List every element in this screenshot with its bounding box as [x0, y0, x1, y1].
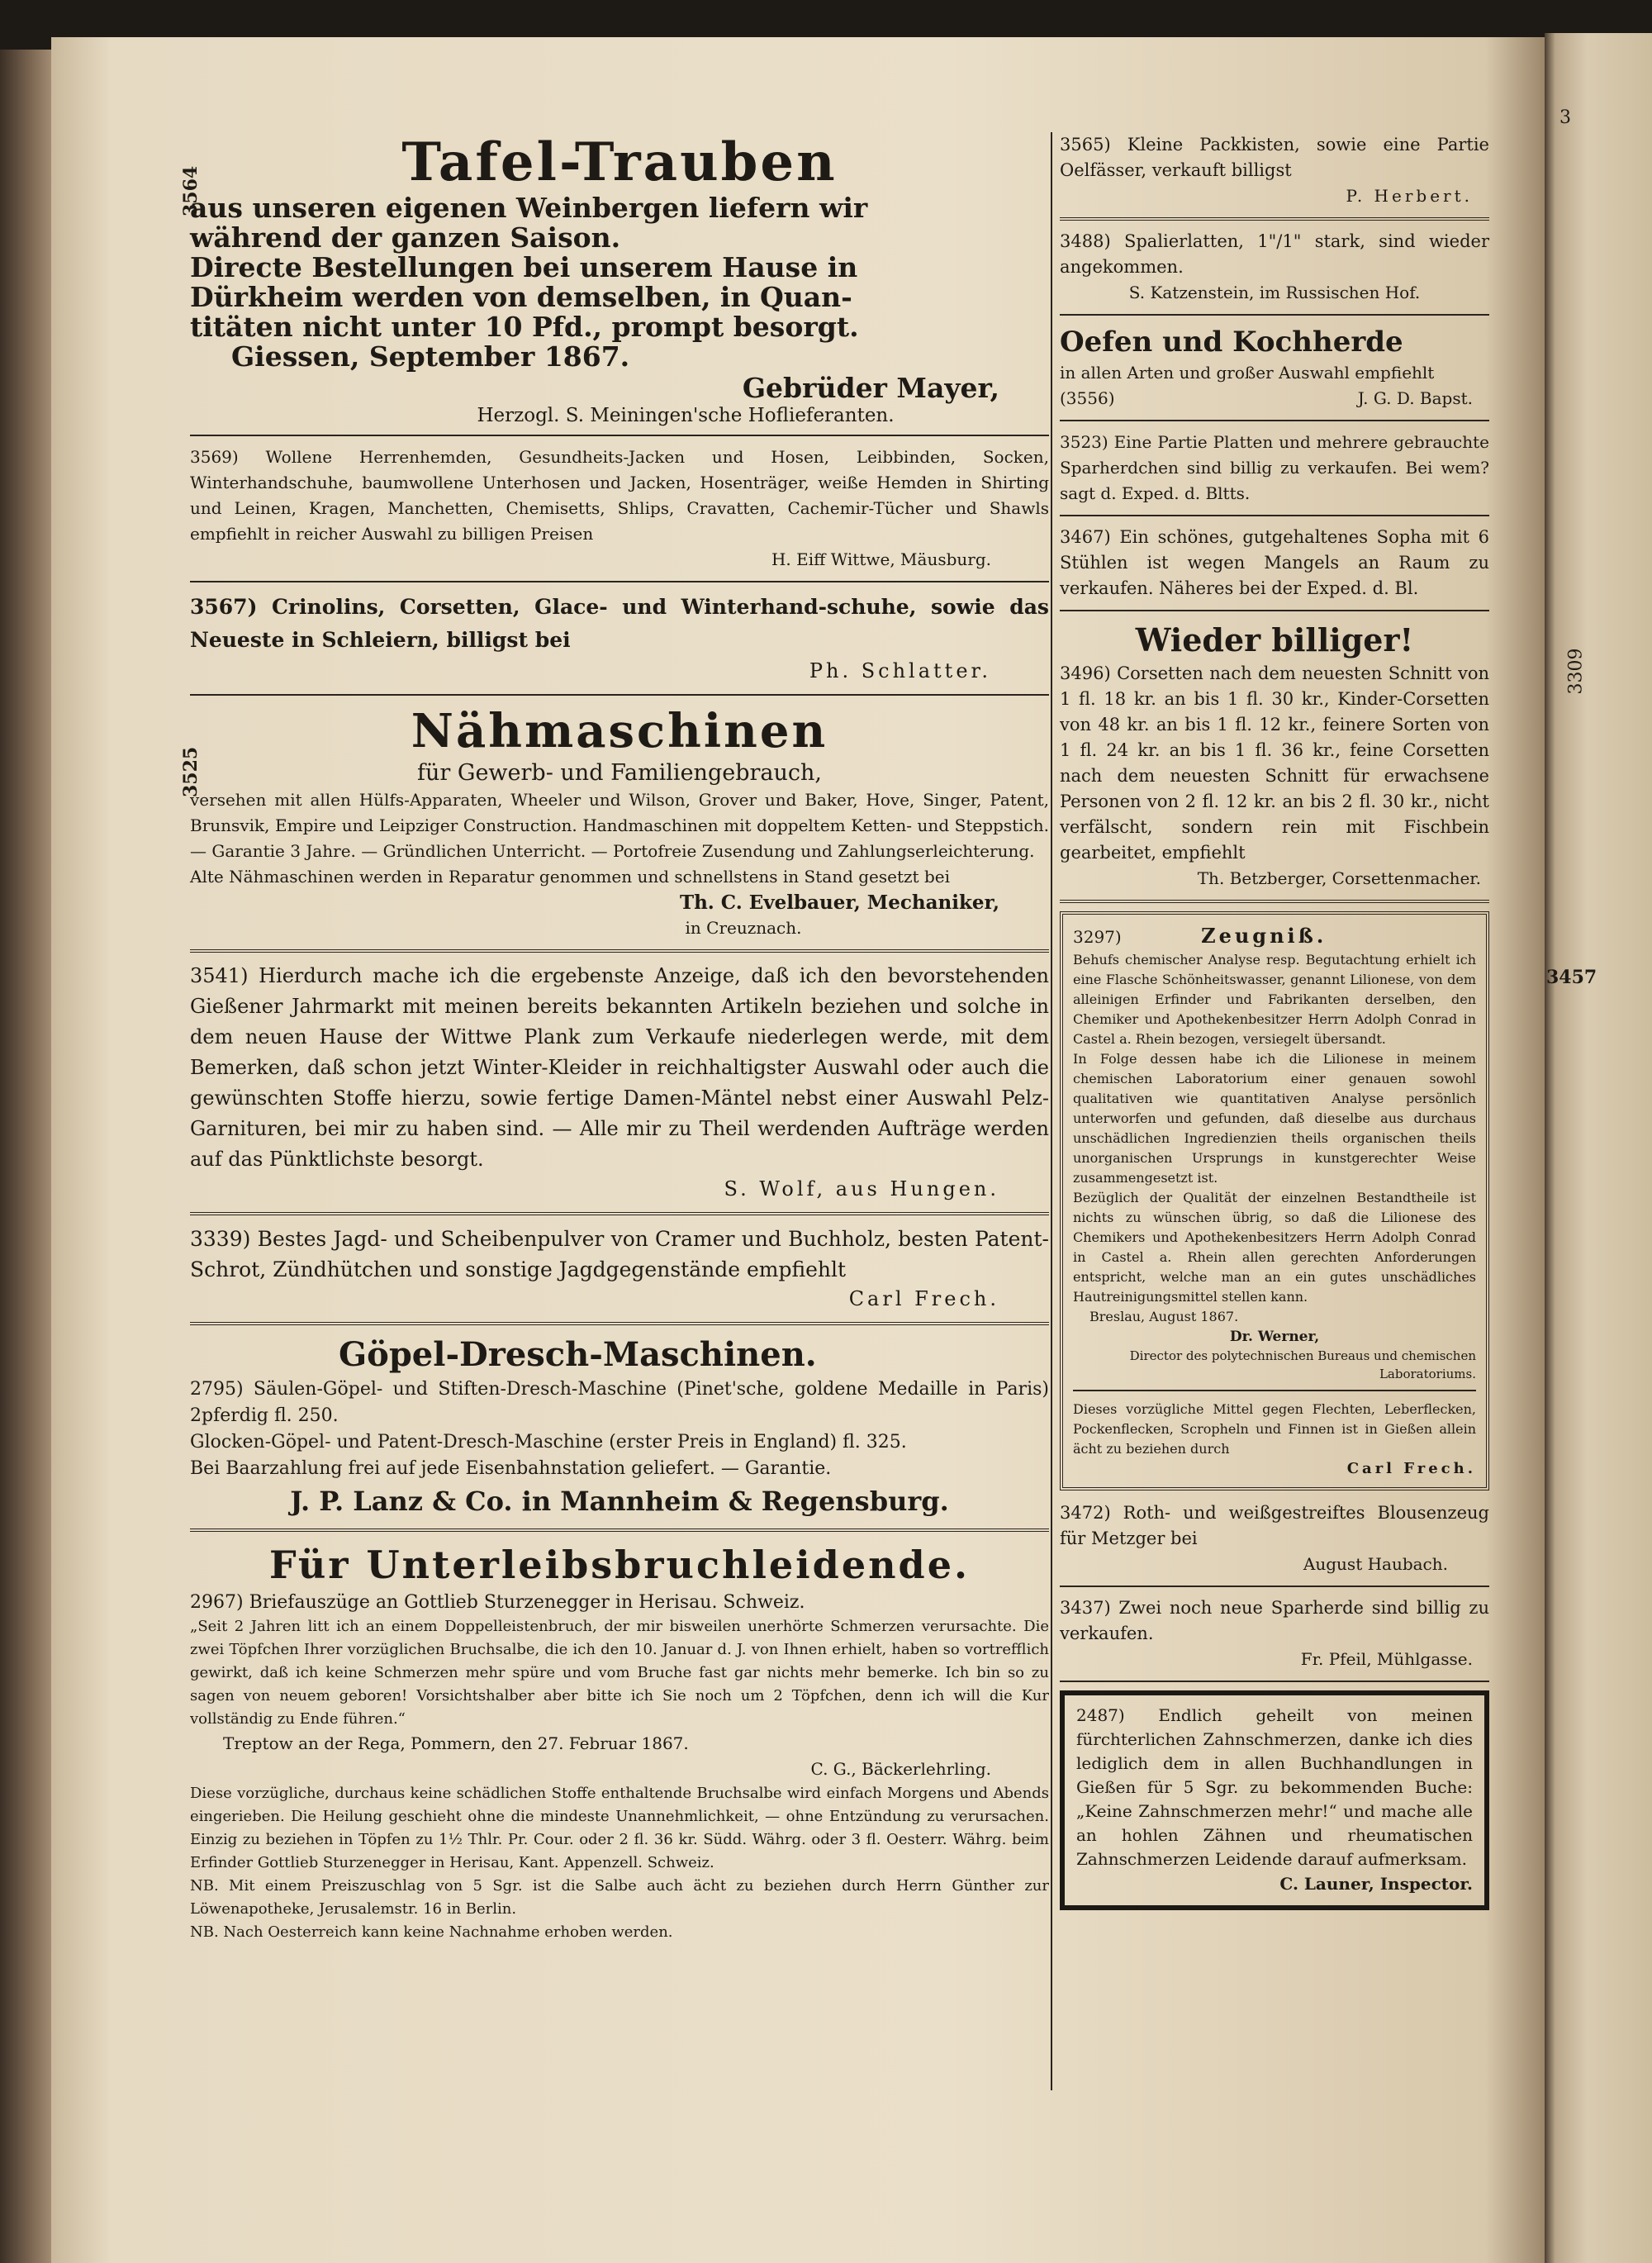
ad-signature: C. Launer, Inspector.	[1279, 1874, 1473, 1894]
ad-subtitle: für Gewerb- und Familiengebrauch,	[417, 760, 822, 786]
left-column	[190, 132, 1049, 1952]
ad-3541	[190, 961, 1049, 1204]
ad-wieder-billiger	[1060, 620, 1489, 891]
right-column	[1060, 132, 1489, 1915]
divider	[1060, 515, 1489, 516]
ad-oefen	[1060, 324, 1489, 411]
divider	[190, 949, 1049, 953]
ad-text: 3467) Ein schönes, gutgehaltenes Sopha mit 6 Stühlen ist wegen Mangels an Raum zu verkaufen. Näheres bei der Exped. d. Bl.	[1060, 527, 1489, 598]
ad-signature: S. Wolf, aus Hungen.	[724, 1177, 999, 1200]
ad-firm: J. P. Lanz & Co. in Mannheim & Regensburg.	[290, 1486, 949, 1517]
ad-note: NB. Nach Oesterreich kann keine Nachnahme erhoben werden.	[190, 1923, 673, 1941]
ad-text: 3496) Corsetten nach dem neuesten Schnitt von 1 fl. 18 kr. an bis 1 fl. 30 kr., Kinder-Corsetten von 48 kr. an bis 1 fl. 12 kr., feinere Sorten von 1 fl. 24 kr. an bis 1 fl. 36 kr., feine Corsetten nach dem neuesten Schnitt für erwachsene Personen von 2 fl. 12 kr. an bis 2 fl. 30 kr., nicht verfälscht, sondern rein mit Fischbein gearbeitet, empfiehlt	[1060, 663, 1489, 863]
ad-line: Glocken-Göpel- und Patent-Dresch-Maschine (erster Preis in England) fl. 325.	[190, 1432, 907, 1452]
ad-signature: August Haubach.	[1303, 1554, 1448, 1574]
ad-line: Bei Baarzahlung frei auf jede Eisenbahnstation geliefert. — Garantie.	[190, 1458, 832, 1479]
ad-title: Nähmaschinen	[411, 704, 828, 758]
ad-text: 3565) Kleine Packkisten, sowie eine Partie Oelfässer, verkauft billigst	[1060, 135, 1489, 180]
ad-place: in Creuznach.	[685, 918, 802, 938]
book-spine	[0, 50, 51, 2263]
ad-3488	[1060, 229, 1489, 306]
ad-text: 3472) Roth- und weißgestreiftes Blousenzeug für Metzger bei	[1060, 1503, 1489, 1548]
ad-text: 3339) Bestes Jagd- und Scheibenpulver von Cramer und Buchholz, besten Patent-Schrot, Zündhütchen und sonstige Jagdgegenstände empfiehlt	[190, 1227, 1049, 1281]
divider	[1060, 420, 1489, 421]
divider	[190, 1322, 1049, 1325]
ad-place: Breslau, August 1867.	[1089, 1309, 1239, 1324]
ad-signature: Carl Frech.	[1346, 1460, 1476, 1477]
ad-place: Treptow an der Rega, Pommern, den 27. Februar 1867.	[223, 1733, 689, 1753]
divider	[1060, 1681, 1489, 1682]
divider	[1060, 1586, 1489, 1587]
divider	[1060, 217, 1489, 221]
ad-signature: Th. Betzberger, Corsettenmacher.	[1197, 868, 1481, 888]
ad-text: Dieses vorzügliche Mittel gegen Flechten, Leberflecken, Pockenflecken, Scropheln und Finnen ist in Gießen allein ächt zu beziehen durch	[1073, 1401, 1476, 1457]
ad-place: Giessen, September 1867.	[231, 340, 630, 373]
ad-note: NB. Mit einem Preiszuschlag von 5 Sgr. ist die Salbe auch ächt zu beziehen durch Herrn Günther zur Löwenapotheke, Jerusalemstr. 16 in Berlin.	[190, 1877, 1049, 1918]
ad-text: in allen Arten und großer Auswahl empfiehlt	[1060, 363, 1435, 383]
ad-text: Alte Nähmaschinen werden in Reparatur genommen und schnellstens in Stand gesetzt bei	[190, 867, 950, 887]
ad-title: Tafel-Trauben	[401, 131, 838, 193]
ad-text: 3488) Spalierlatten, 1"/1" stark, sind wieder angekommen.	[1060, 231, 1489, 277]
edge-number: 3	[1559, 107, 1571, 128]
ad-title: Wieder billiger!	[1135, 621, 1414, 658]
ad-tafel-trauben	[190, 132, 1049, 426]
ad-title: Oefen und Kochherde	[1060, 326, 1403, 359]
ad-line: titäten nicht unter 10 Pfd., prompt besorgt.	[190, 311, 859, 343]
ad-paragraph: In Folge dessen habe ich die Lilionese in meinem chemischen Laboratorium einer genauen sowohl qualitativen wie quantitativen Analyse persönlich unterworfen und gefunden, daß dieselbe aus durchaus unschädlichen Ingredienzien theils organischen theils unorganischen Ursprungs in kunstgerechter Weise zusammengesetzt ist.	[1073, 1051, 1476, 1186]
edge-number: 3309	[1565, 648, 1587, 695]
ad-signature: Fr. Pfeil, Mühlgasse.	[1300, 1649, 1473, 1669]
ad-number: (3556)	[1060, 388, 1115, 408]
ad-naehmaschinen	[190, 704, 1049, 941]
ad-signature: P. Herbert.	[1346, 186, 1473, 206]
ad-signature: Ph. Schlatter.	[809, 659, 991, 682]
ad-line: 2795) Säulen-Göpel- und Stiften-Dresch-Maschine (Pinet'sche, goldene Medaille in Paris) 2pferdig fl. 250.	[190, 1379, 1049, 1426]
ad-line: während der ganzen Saison.	[190, 221, 621, 254]
ad-title: Zeugniß.	[1201, 924, 1327, 948]
ad-signature: Dr. Werner,	[1229, 1329, 1320, 1345]
ad-text: versehen mit allen Hülfs-Apparaten, Wheeler und Wilson, Grover und Baker, Hove, Singer, Patent, Brunsvik, Empire und Leipziger Construction. Handmaschinen mit doppeltem Ketten- und Steppstich. — Garantie 3 Jahre. — Gründlichen Unterricht. — Portofreie Zusendung und Zahlungserleichterung.	[190, 790, 1049, 861]
divider	[190, 1212, 1049, 1215]
divider	[190, 435, 1049, 436]
ad-title: Für Unterleibsbruchleidende.	[269, 1543, 970, 1587]
ad-3467	[1060, 525, 1489, 601]
ad-3523	[1060, 430, 1489, 506]
next-page-edge	[1545, 33, 1652, 2263]
ad-text: 3523) Eine Partie Platten und mehrere gebrauchte Sparherdchen sind billig zu verkaufen. Bei wem? sagt d. Exped. d. Bltts.	[1060, 432, 1489, 503]
ad-firm: Gebrüder Mayer,	[742, 372, 999, 404]
divider	[1060, 314, 1489, 316]
divider	[190, 694, 1049, 696]
ad-signature: Carl Frech.	[848, 1287, 999, 1310]
ad-quote: „Seit 2 Jahren litt ich an einem Doppelleistenbruch, der mir bisweilen unerhörte Schmerzen verursachte. Die zwei Töpfchen Ihrer vorzüglichen Bruchsalbe, die ich den 10. Januar d. J. von Ihnen erhielt, haben so vortrefflich gewirkt, daß ich keine Schmerzen mehr spüre und vom Bruche fast gar nichts mehr bemerke. Ich bin so zu sagen von neuem geboren! Vorsichtshalber aber bitte ich Sie noch um 2 Töpfchen, denn ich will die Kur vollständig zu Ende führen.“	[190, 1618, 1049, 1728]
ad-3472	[1060, 1500, 1489, 1577]
divider	[190, 1528, 1049, 1532]
ad-paragraph: Behufs chemischer Analyse resp. Begutachtung erhielt ich eine Flasche Schönheitswasser, genannt Lilionese, von dem alleinigen Erfinder und Fabrikanten derselben, den Chemiker und Apothekenbesitzer Herrn Adolph Conrad in Castel a. Rhein bezogen, versiegelt übersandt.	[1073, 952, 1476, 1047]
ad-3569	[190, 445, 1049, 573]
ad-text: 3541) Hierdurch mache ich die ergebenste Anzeige, daß ich den bevorstehenden Gießener Jahrmarkt mit meinen bereits bekannten Artikeln beziehen und solche in dem neuen Hause der Wittwe Plank zum Verkaufe niederlegen werde, mit dem Bemerken, daß schon jetzt Winter-Kleider in reichhaltigster Auswahl oder auch die gewünschten Stoffe hierzu, sowie fertige Damen-Mäntel nebst einer Auswahl Pelz-Garnituren, bei mir zu haben sind. — Alle mir zu Theil werdenden Aufträge werden auf das Pünktlichste besorgt.	[190, 964, 1049, 1171]
ad-signature: S. Katzenstein, im Russischen Hof.	[1128, 283, 1421, 302]
ad-text: 3567) Crinolins, Corsetten, Glace- und Winterhand-schuhe, sowie das Neueste in Schleiern, billigst bei	[190, 595, 1049, 652]
ad-3437	[1060, 1595, 1489, 1672]
ad-signature: J. G. D. Bapst.	[1357, 388, 1473, 408]
ad-line: Directe Bestellungen bei unserem Hause in	[190, 251, 858, 283]
divider	[1073, 1390, 1476, 1391]
edge-number: 3457	[1546, 967, 1597, 988]
ad-text: Diese vorzügliche, durchaus keine schädlichen Stoffe enthaltende Bruchsalbe wird einfach Morgens und Abends eingerieben. Die Heilung geschieht ohne die mindeste Unannehmlichkeit, — ohne Entzündung zu verursachen. Einzig zu beziehen in Töpfen zu 1½ Thlr. Pr. Cour. oder 2 fl. 36 kr. Südd. Währg. oder 3 fl. Oesterr. Währg. beim Erfinder Gottlieb Sturzenegger in Herisau, Kant. Appenzell. Schweiz.	[190, 1785, 1049, 1871]
ad-subline: Herzogl. S. Meiningen'sche Hoflieferanten.	[477, 405, 895, 426]
ad-intro: 2967) Briefauszüge an Gottlieb Sturzenegger in Herisau. Schweiz.	[190, 1592, 805, 1613]
ad-paragraph: Bezüglich der Qualität der einzelnen Bestandtheile ist nichts zu wünschen übrig, so daß die Lilionese des Chemikers und Apothekenbesitzers Herrn Adolph Conrad in Castel a. Rhein allen gerechten Anforderungen entspricht, welche man an ein gutes unschädliches Hautreinigungsmittel stellen kann.	[1073, 1190, 1476, 1305]
ad-line: aus unseren eigenen Weinbergen liefern wir	[190, 192, 868, 224]
divider	[1060, 610, 1489, 611]
column-rule	[1051, 132, 1052, 2090]
divider	[190, 581, 1049, 582]
ad-signature: Th. C. Evelbauer, Mechaniker,	[679, 891, 999, 914]
ad-3567	[190, 591, 1049, 686]
ad-number-side: 3525	[180, 746, 202, 797]
ad-bruch	[190, 1540, 1049, 1944]
divider	[1060, 900, 1489, 903]
ad-2487	[1060, 1690, 1489, 1910]
ad-3565	[1060, 132, 1489, 209]
ad-number: 3297)	[1073, 927, 1122, 947]
ad-signature: H. Eiff Wittwe, Mäusburg.	[771, 549, 991, 569]
ad-title: Göpel-Dresch-Maschinen.	[339, 1335, 817, 1374]
ad-text: 3437) Zwei noch neue Sparherde sind billig zu verkaufen.	[1060, 1598, 1489, 1643]
ad-line: Dürkheim werden von demselben, in Quan-	[190, 281, 852, 313]
ad-zeugnis	[1060, 911, 1489, 1490]
ad-goepel	[190, 1334, 1049, 1520]
ad-signature: C. G., Bäckerlehrling.	[810, 1759, 991, 1779]
ad-3339	[190, 1224, 1049, 1314]
ad-text: 3569) Wollene Herrenhemden, Gesundheits-Jacken und Hosen, Leibbinden, Socken, Winterhandschuhe, baumwollene Unterhosen und Jacken, Hosenträger, weiße Hemden in Shirting und Leinen, Kragen, Manchetten, Chemisetts, Shlips, Cravatten, Cachemir-Tücher und Shawls empfiehlt in reicher Auswahl zu billigen Preisen	[190, 447, 1049, 544]
ad-number-side: 3564	[180, 165, 202, 216]
ad-text: 2487) Endlich geheilt von meinen fürchterlichen Zahnschmerzen, danke ich dies lediglich dem in allen Buchhandlungen in Gießen für 5 Sgr. zu bekommenden Buche: „Keine Zahnschmerzen mehr!“ und mache alle an hohlen Zähnen und rheumatischen Zahnschmerzen Leidende darauf aufmerksam.	[1076, 1705, 1473, 1869]
ad-signature-title: Director des polytechnischen Bureaus und chemischen Laboratoriums.	[1129, 1348, 1476, 1381]
